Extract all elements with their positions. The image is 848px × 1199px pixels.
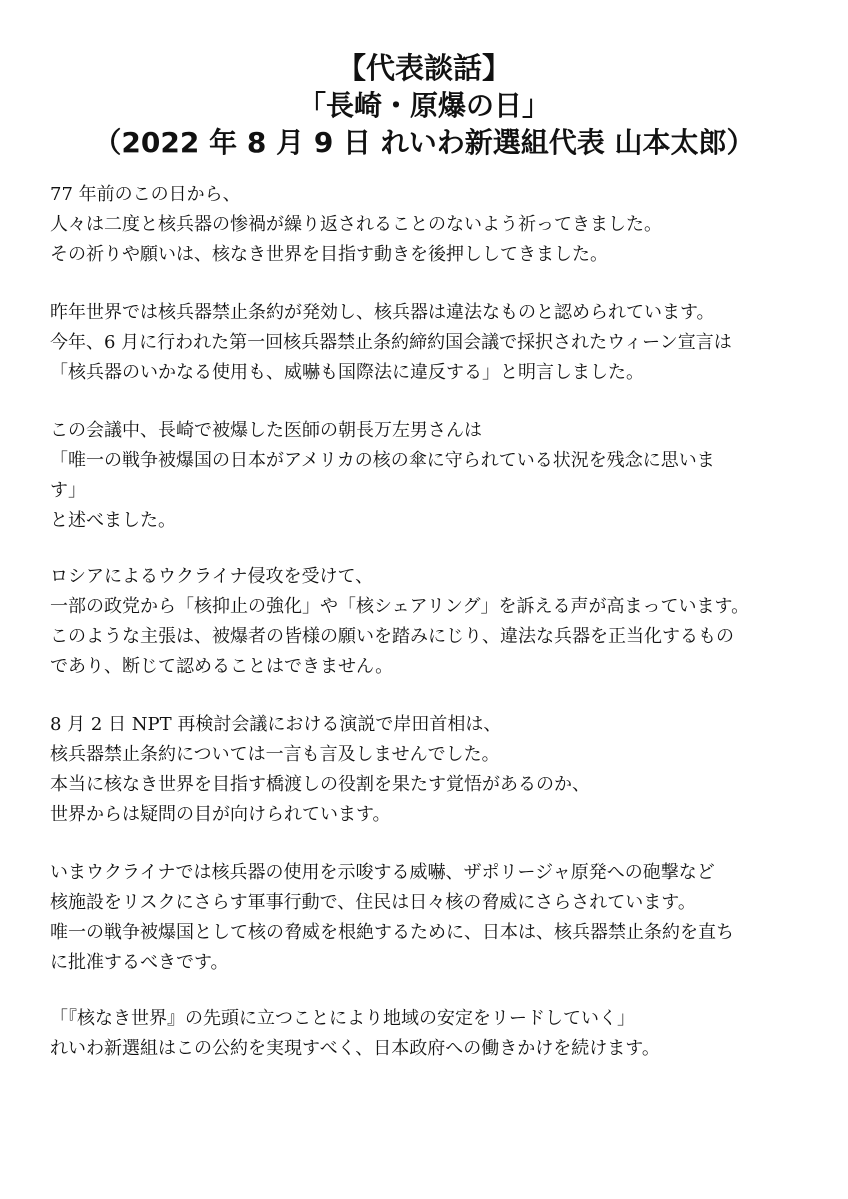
statement-header xyxy=(0,50,848,161)
statement-subtitle: 「長崎・原爆の日」 xyxy=(297,89,550,122)
text-line: この会議中、長崎で被爆した医師の朝長万左男さんは xyxy=(50,420,482,441)
paragraph-3 xyxy=(50,416,810,536)
text-line: 「唯一の戦争被爆国の日本がアメリカの核の傘に守られている状況を残念に思いま xyxy=(50,450,715,471)
statement-title: 【代表談話】 xyxy=(336,51,511,85)
text-line: 唯一の戦争被爆国として核の脅威を根絶するために、日本は、核兵器禁止条約を直ち xyxy=(50,922,734,943)
text-line: 一部の政党から「核抑止の強化」や「核シェアリング」を訴える声が高まっています。 xyxy=(50,596,750,617)
text-line: 核兵器禁止条約については一言も言及しませんでした。 xyxy=(50,744,500,765)
paragraph-6 xyxy=(50,858,810,978)
text-line: 「『核なき世界』の先頭に立つことにより地域の安定をリードしていく」 xyxy=(50,1008,635,1029)
paragraph-1 xyxy=(50,180,810,270)
text-line: 「核兵器のいかなる使用も、威嚇も国際法に違反する」と明言しました。 xyxy=(50,362,644,383)
statement-body xyxy=(50,180,810,1092)
text-line: と述べました。 xyxy=(50,510,176,531)
text-line: このような主張は、被爆者の皆様の願いを踏みにじり、違法な兵器を正当化するもの xyxy=(50,626,734,647)
text-line: 核施設をリスクにさらす軍事行動で、住民は日々核の脅威にさらされています。 xyxy=(50,892,696,913)
text-line: いまウクライナでは核兵器の使用を示唆する威嚇、ザポリージャ原発への砲撃など xyxy=(50,862,715,883)
statement-byline: （2022 年 8 月 9 日 れいわ新選組代表 山本太郎） xyxy=(93,126,755,159)
paragraph-5 xyxy=(50,710,810,830)
text-line: 昨年世界では核兵器禁止条約が発効し、核兵器は違法なものと認められています。 xyxy=(50,302,715,323)
text-line: 人々は二度と核兵器の惨禍が繰り返されることのないよう祈ってきました。 xyxy=(50,214,662,235)
paragraph-4 xyxy=(50,562,810,682)
text-line: 世界からは疑問の目が向けられています。 xyxy=(50,804,391,825)
paragraph-7 xyxy=(50,1004,810,1064)
text-line: に批准するべきです。 xyxy=(50,952,229,973)
text-line: その祈りや願いは、核なき世界を目指す動きを後押ししてきました。 xyxy=(50,244,608,265)
text-line: 今年、6 月に行われた第一回核兵器禁止条約締約国会議で採択されたウィーン宣言は xyxy=(50,332,732,353)
text-line: 本当に核なき世界を目指す橋渡しの役割を果たす覚悟があるのか、 xyxy=(50,774,590,795)
text-line: ロシアによるウクライナ侵攻を受けて、 xyxy=(50,566,374,587)
text-line: 8 月 2 日 NPT 再検討会議における演説で岸田首相は、 xyxy=(50,714,502,735)
text-line: であり、断じて認めることはできません。 xyxy=(50,656,394,677)
text-line: す」 xyxy=(50,480,86,501)
text-line: 77 年前のこの日から、 xyxy=(50,184,241,205)
paragraph-2 xyxy=(50,298,810,388)
text-line: れいわ新選組はこの公約を実現すべく、日本政府への働きかけを続けます。 xyxy=(50,1038,660,1059)
